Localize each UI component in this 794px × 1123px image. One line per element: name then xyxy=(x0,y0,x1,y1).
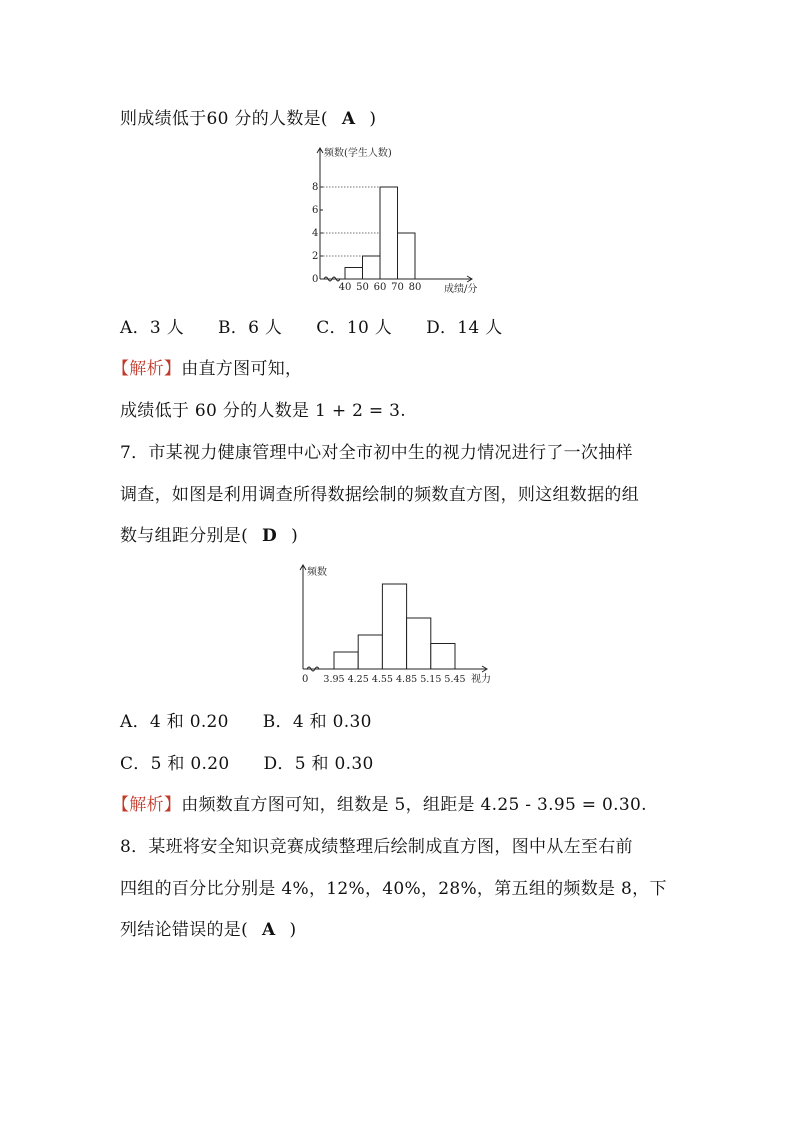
y-tick-label: 8 xyxy=(312,182,319,193)
q7-answer: D xyxy=(262,526,278,546)
histogram-bar xyxy=(363,256,381,279)
histogram-bar xyxy=(380,187,398,279)
y-axis-label: 频数(学生人数) xyxy=(324,148,392,159)
x-tick-label: 5.45 xyxy=(444,674,466,685)
q7-options-row2 xyxy=(120,753,408,775)
q7-options-row1 xyxy=(120,711,406,733)
histogram-bar xyxy=(382,584,406,669)
origin-label: 0 xyxy=(312,274,319,285)
q7-line1: 7．市某视力健康管理中心对全市初中生的视力情况进行了一次抽样 xyxy=(120,443,633,463)
q6-answer: A xyxy=(341,109,356,129)
x-axis-label: 成绩/分 xyxy=(444,284,478,295)
x-tick-label: 4.85 xyxy=(396,674,418,685)
q7-option-a: A．4 和 0.20 xyxy=(120,712,229,732)
histogram-bar xyxy=(398,233,416,279)
q6-analysis-tag: 【解析】 xyxy=(112,359,182,379)
q7-analysis-tag: 【解析】 xyxy=(112,795,182,815)
histogram-bar xyxy=(334,652,358,669)
origin-label: 0 xyxy=(302,674,309,685)
histogram-bar xyxy=(431,644,455,670)
q7-option-c: C．5 和 0.20 xyxy=(120,754,230,774)
q6-option-b: B．6 人 xyxy=(218,318,283,338)
x-tick-label: 3.95 xyxy=(323,674,345,685)
x-tick-label: 50 xyxy=(356,282,369,293)
x-axis-label: 视力 xyxy=(471,674,491,685)
q6-close-paren: ) xyxy=(369,109,377,129)
q6-analysis-line1 xyxy=(112,358,302,380)
y-axis-label: 频数 xyxy=(307,567,327,578)
x-tick-label: 80 xyxy=(408,282,422,293)
q7-close-paren: ) xyxy=(291,526,299,546)
q8-line3-text: 列结论错误的是( xyxy=(120,920,249,940)
chart-2-histogram xyxy=(295,560,510,690)
histogram-bar xyxy=(345,268,363,280)
q7-analysis xyxy=(112,794,647,816)
q6-stem xyxy=(120,108,376,130)
x-tick-label: 5.15 xyxy=(420,674,442,685)
q6-analysis-text1: 由直方图可知， xyxy=(181,359,303,379)
x-tick-label: 40 xyxy=(338,282,352,293)
q6-option-d: D．14 人 xyxy=(426,318,503,338)
q8-line1: 8．某班将安全知识竞赛成绩整理后绘制成直方图，图中从左至右前 xyxy=(120,837,633,857)
chart-1-histogram xyxy=(300,140,500,300)
q6-options xyxy=(120,317,537,339)
histogram-bar xyxy=(358,635,382,669)
y-tick-label: 2 xyxy=(312,251,319,262)
x-tick-label: 4.25 xyxy=(347,674,369,685)
q8-line2: 四组的百分比分别是 4%，12%，40%，28%，第五组的频数是 8，下 xyxy=(120,879,667,899)
y-tick-label: 6 xyxy=(312,205,319,216)
q6-analysis-line2: 成绩低于 60 分的人数是 1 + 2 = 3. xyxy=(120,401,406,421)
q7-line3-text: 数与组距分别是( xyxy=(120,526,249,546)
q6-option-a: A．3 人 xyxy=(120,318,184,338)
histogram-bar xyxy=(407,618,431,669)
q7-line3 xyxy=(120,525,298,547)
q6-option-c: C．10 人 xyxy=(316,318,393,338)
q7-analysis-text: 由频数直方图可知，组数是 5，组距是 4.25 - 3.95 = 0.30. xyxy=(181,795,647,815)
y-tick-label: 4 xyxy=(312,228,319,239)
q7-line2: 调查，如图是利用调查所得数据绘制的频数直方图，则这组数据的组 xyxy=(120,485,639,505)
q8-line3 xyxy=(120,919,296,941)
q7-option-b: B．4 和 0.30 xyxy=(262,712,372,732)
x-tick-label: 70 xyxy=(391,282,404,293)
q6-stem-text: 则成绩低于60 分的人数是( xyxy=(120,109,328,129)
x-tick-label: 4.55 xyxy=(371,674,393,685)
q7-option-d: D．5 和 0.30 xyxy=(263,754,374,774)
q8-close-paren: ) xyxy=(289,920,297,940)
x-tick-label: 60 xyxy=(373,282,387,293)
q8-answer: A xyxy=(262,920,276,940)
